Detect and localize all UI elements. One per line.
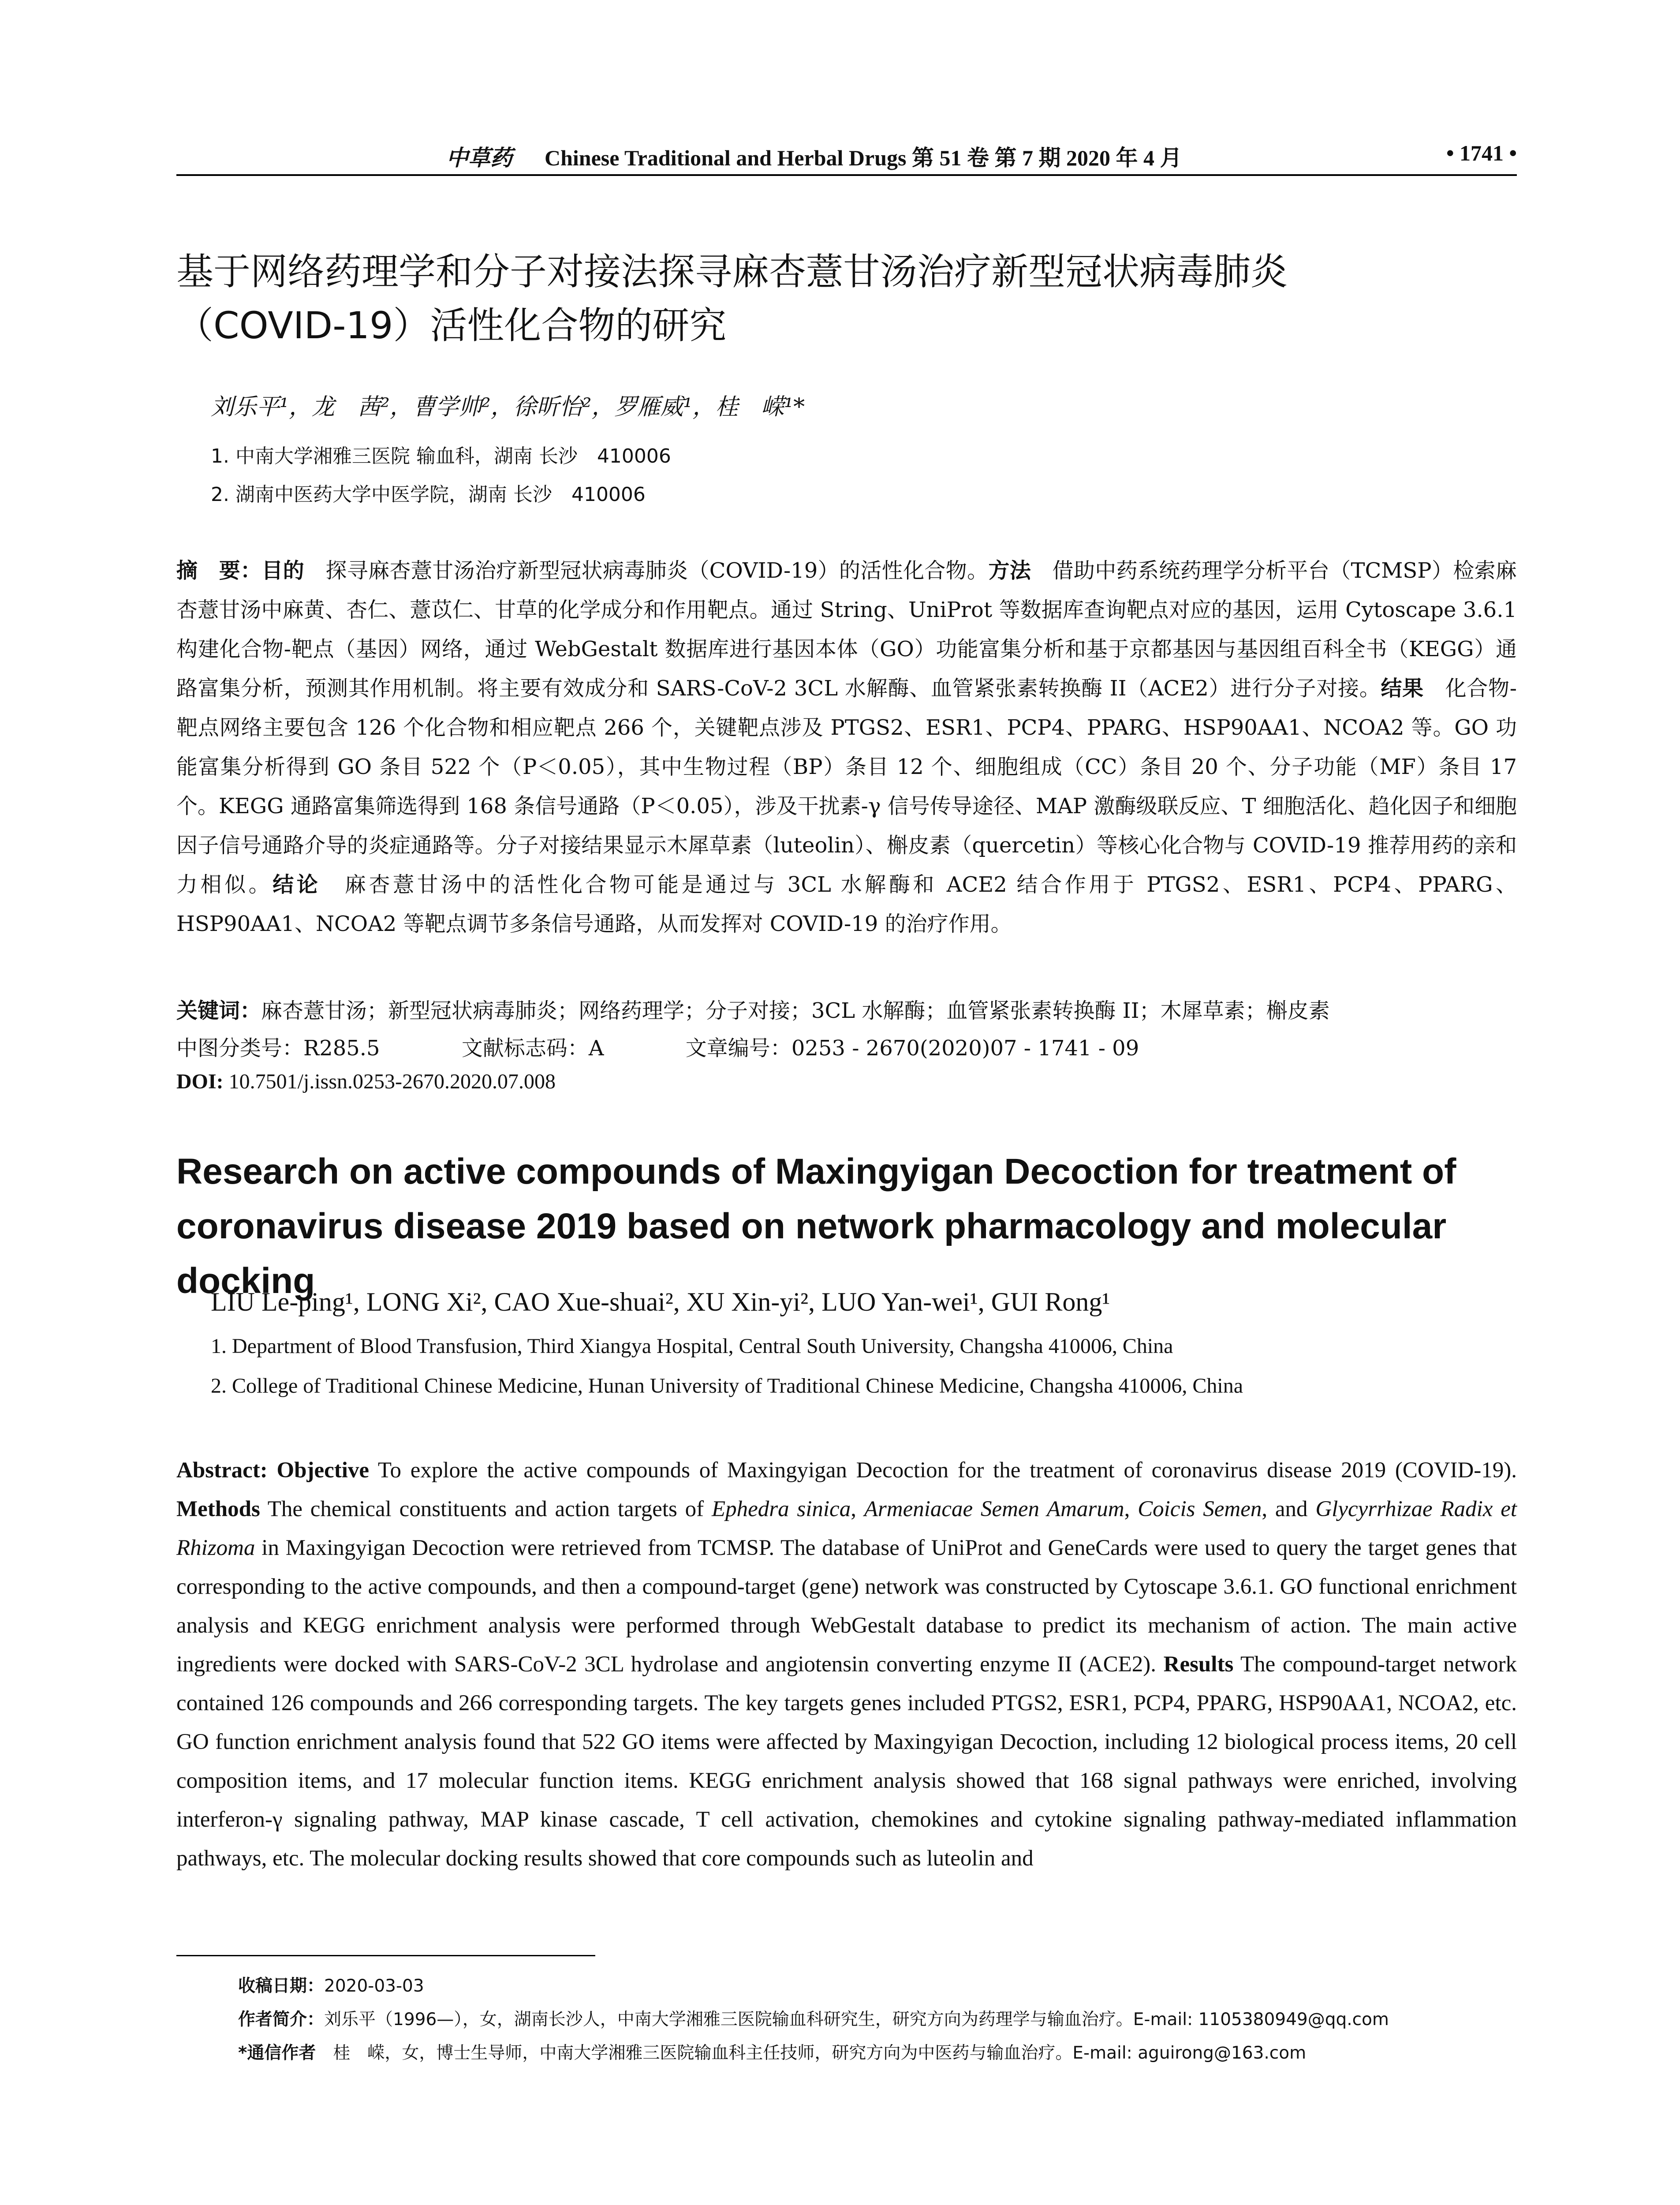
cn-objective-text: 探寻麻杏薏甘汤治疗新型冠状病毒肺炎（COVID-19）的活性化合物。: [304, 558, 989, 583]
en-title: [176, 1144, 1543, 1308]
en-results-text: The compound-target network contained 126 compounds and 266 corresponding targets. The key targets genes included PTGS2, ESR1, PCP4, PPARG, HSP90AA1, NCOA2, etc. GO function enrichment analysis found that 522 GO items were affected by Maxingyigan Decoction, including 12 biological process items, 20 cell composition items, and 17 molecular function items. KEGG enrichment analysis showed that 168 signal pathways were enriched, involving interferon-γ signaling pathway, MAP kinase cascade, T cell activation, chemokines and cytokine signaling pathway-mediated inflammation pathways, etc. The molecular docking results showed that core compounds such as luteolin and: [176, 1652, 1517, 1871]
footnote-rule: [176, 1955, 595, 1956]
separator: ,: [851, 1497, 864, 1521]
en-abstract-label: Abstract: Objective: [176, 1458, 370, 1483]
cn-results-text: 化合物-靶点网络主要包含 126 个化合物和相应靶点 266 个，关键靶点涉及 PTGS2、ESR1、PCP4、PPARG、HSP90AA1、NCOA2 等。GO 功能富集分析得到 GO 条目 522 个（P＜0.05），其中生物过程（BP）条目 12 个、细胞组成（CC）条目 20 个、分子功能（MF）条目 17 个。KEGG 通路富集筛选得到 168 条信号通路（P＜0.05），涉及干扰素-γ 信号传导途径、MAP 激酶级联反应、T 细胞活化、趋化因子和细胞因子信号通路介导的炎症通路等。分子对接结果显示木犀草素（luteolin）、槲皮素（quercetin）等核心化合物与 COVID-19 推荐用药的亲和力相似。: [176, 676, 1517, 897]
doccode-value: A: [588, 1036, 604, 1061]
cn-abstract: [176, 551, 1517, 944]
cn-objective-label: 目的: [261, 558, 305, 583]
en-methods-text-b: in Maxingyigan Decoction were retrieved from TCMSP. The database of UniProt and GeneCards were used to query the target genes that corresponding to the active compounds, and then a compound-target (gene) network was constructed by Cytoscape 3.6.1. GO functional enrichment analysis and KEGG enrichment analysis were performed through WebGestalt database to predict its mechanism of action. The main active ingredients were docked with SARS-CoV-2 3CL hydrolase and angiotensin converting enzyme II (ACE2).: [176, 1536, 1517, 1677]
cn-results-label: 结果: [1381, 676, 1424, 701]
corresponding-label: *通信作者: [238, 2043, 316, 2063]
cn-methods-label: 方法: [988, 558, 1031, 583]
cn-classification-line: [176, 1031, 1139, 1061]
en-title-line1: Research on active compounds of Maxingyigan Decoction for treatment of: [176, 1151, 1456, 1192]
en-title-line2: coronavirus disease 2019 based on network pharmacology and molecular docking: [176, 1206, 1447, 1301]
footnote-author-bio: [238, 2006, 1389, 2030]
cn-title: [176, 245, 1517, 352]
received-date: 2020-03-03: [324, 1976, 424, 1996]
cn-affiliation-1: 1. 中南大学湘雅三医院 输血科，湖南 长沙 410006: [211, 445, 671, 467]
corresponding-text: 桂 嵘，女，博士生导师，中南大学湘雅三医院输血科主任技师，研究方向为中医药与输血治疗。E-mail: aguirong@163.com: [316, 2043, 1307, 2063]
herb-glycyrrhizae: Glycyrrhizae Radix et Rhizoma: [176, 1497, 1517, 1560]
doi-label: DOI:: [176, 1070, 224, 1093]
cn-methods-text: 借助中药系统药理学分析平台（TCMSP）检索麻杏薏甘汤中麻黄、杏仁、薏苡仁、甘草的化学成分和作用靶点。通过 String、UniProt 等数据库查询靶点对应的基因，运用 Cytoscape 3.6.1 构建化合物-靶点（基因）网络，通过 WebGestalt 数据库进行基因本体（GO）功能富集分析和基于京都基因与基因组百科全书（KEGG）通路富集分析，预测其作用机制。将主要有效成分和 SARS-CoV-2 3CL 水解酶、血管紧张素转换酶 II（ACE2）进行分子对接。: [176, 558, 1517, 701]
article-number-value: 0253 - 2670(2020)07 - 1741 - 09: [791, 1036, 1139, 1061]
header-rule: [176, 174, 1517, 176]
journal-issue-line: Chinese Traditional and Herbal Drugs 第 51 卷 第 7 期 2020 年 4 月: [545, 146, 1182, 170]
en-affiliation-1: 1. Department of Blood Transfusion, Third Xiangya Hospital, Central South University, Changsha 410006, China: [211, 1334, 1173, 1358]
cn-abstract-label: 摘 要：: [176, 558, 262, 583]
herb-coicis: Coicis Semen: [1138, 1497, 1262, 1521]
separator: , and: [1262, 1497, 1316, 1521]
doccode-label: 文献标志码：: [461, 1036, 589, 1061]
footnote-received: [238, 1972, 424, 1997]
cn-keywords: [176, 994, 1330, 1024]
bio-text: 刘乐平（1996—），女，湖南长沙人，中南大学湘雅三医院输血科研究生，研究方向为药理学与输血治疗。E-mail: 1105380949@qq.com: [324, 2010, 1389, 2029]
cn-title-line2: （COVID-19）活性化合物的研究: [176, 304, 727, 347]
footnote-corresponding: [238, 2039, 1306, 2064]
en-affiliation-2: 2. College of Traditional Chinese Medicine, Hunan University of Traditional Chinese Medicine, Changsha 410006, China: [211, 1374, 1243, 1398]
running-header: [176, 140, 1517, 176]
bio-label: 作者简介：: [238, 2010, 325, 2029]
doi-line: [176, 1069, 556, 1094]
clc-label: 中图分类号：: [176, 1036, 304, 1061]
doi-value: 10.7501/j.issn.0253-2670.2020.07.008: [223, 1070, 556, 1093]
cn-affiliation-2: 2. 湖南中医药大学中医学院，湖南 长沙 410006: [211, 483, 646, 506]
en-abstract: [176, 1451, 1517, 1878]
article-number-label: 文章编号：: [685, 1036, 791, 1061]
cn-title-line1: 基于网络药理学和分子对接法探寻麻杏薏甘汤治疗新型冠状病毒肺炎: [176, 250, 1288, 293]
cn-conclusion-text: 麻杏薏甘汤中的活性化合物可能是通过与 3CL 水解酶和 ACE2 结合作用于 PTGS2、ESR1、PCP4、PPARG、HSP90AA1、NCOA2 等靶点调节多条信号通路，从而发挥对 COVID-19 的治疗作用。: [176, 872, 1517, 936]
cn-keywords-label: 关键词：: [176, 998, 261, 1023]
received-label: 收稿日期：: [238, 1976, 325, 1996]
en-authors: LIU Le-ping¹, LONG Xi², CAO Xue-shuai², XU Xin-yi², LUO Yan-wei¹, GUI Rong¹: [211, 1287, 1110, 1316]
page-number: • 1741 •: [1446, 141, 1517, 165]
separator: ,: [1124, 1497, 1138, 1521]
en-methods-text-a: The chemical constituents and action targets of: [260, 1497, 712, 1521]
en-methods-label: Methods: [176, 1497, 260, 1521]
clc-value: R285.5: [303, 1036, 380, 1061]
journal-logo: 中草药: [446, 145, 512, 171]
herb-ephedra: Ephedra sinica: [711, 1497, 851, 1521]
herb-armeniacae: Armeniacae Semen Amarum: [864, 1497, 1124, 1521]
en-results-label: Results: [1163, 1652, 1234, 1677]
cn-authors: 刘乐平¹，龙 茜²，曹学帅²，徐昕怡²，罗雁威¹，桂 嵘¹*: [211, 394, 805, 420]
cn-conclusion-label: 结论: [273, 872, 321, 897]
cn-keywords-text: 麻杏薏甘汤；新型冠状病毒肺炎；网络药理学；分子对接；3CL 水解酶；血管紧张素转换酶 II；木犀草素；槲皮素: [261, 998, 1330, 1023]
en-objective-text: To explore the active compounds of Maxingyigan Decoction for the treatment of coronavirus disease 2019 (COVID-19).: [369, 1458, 1517, 1483]
